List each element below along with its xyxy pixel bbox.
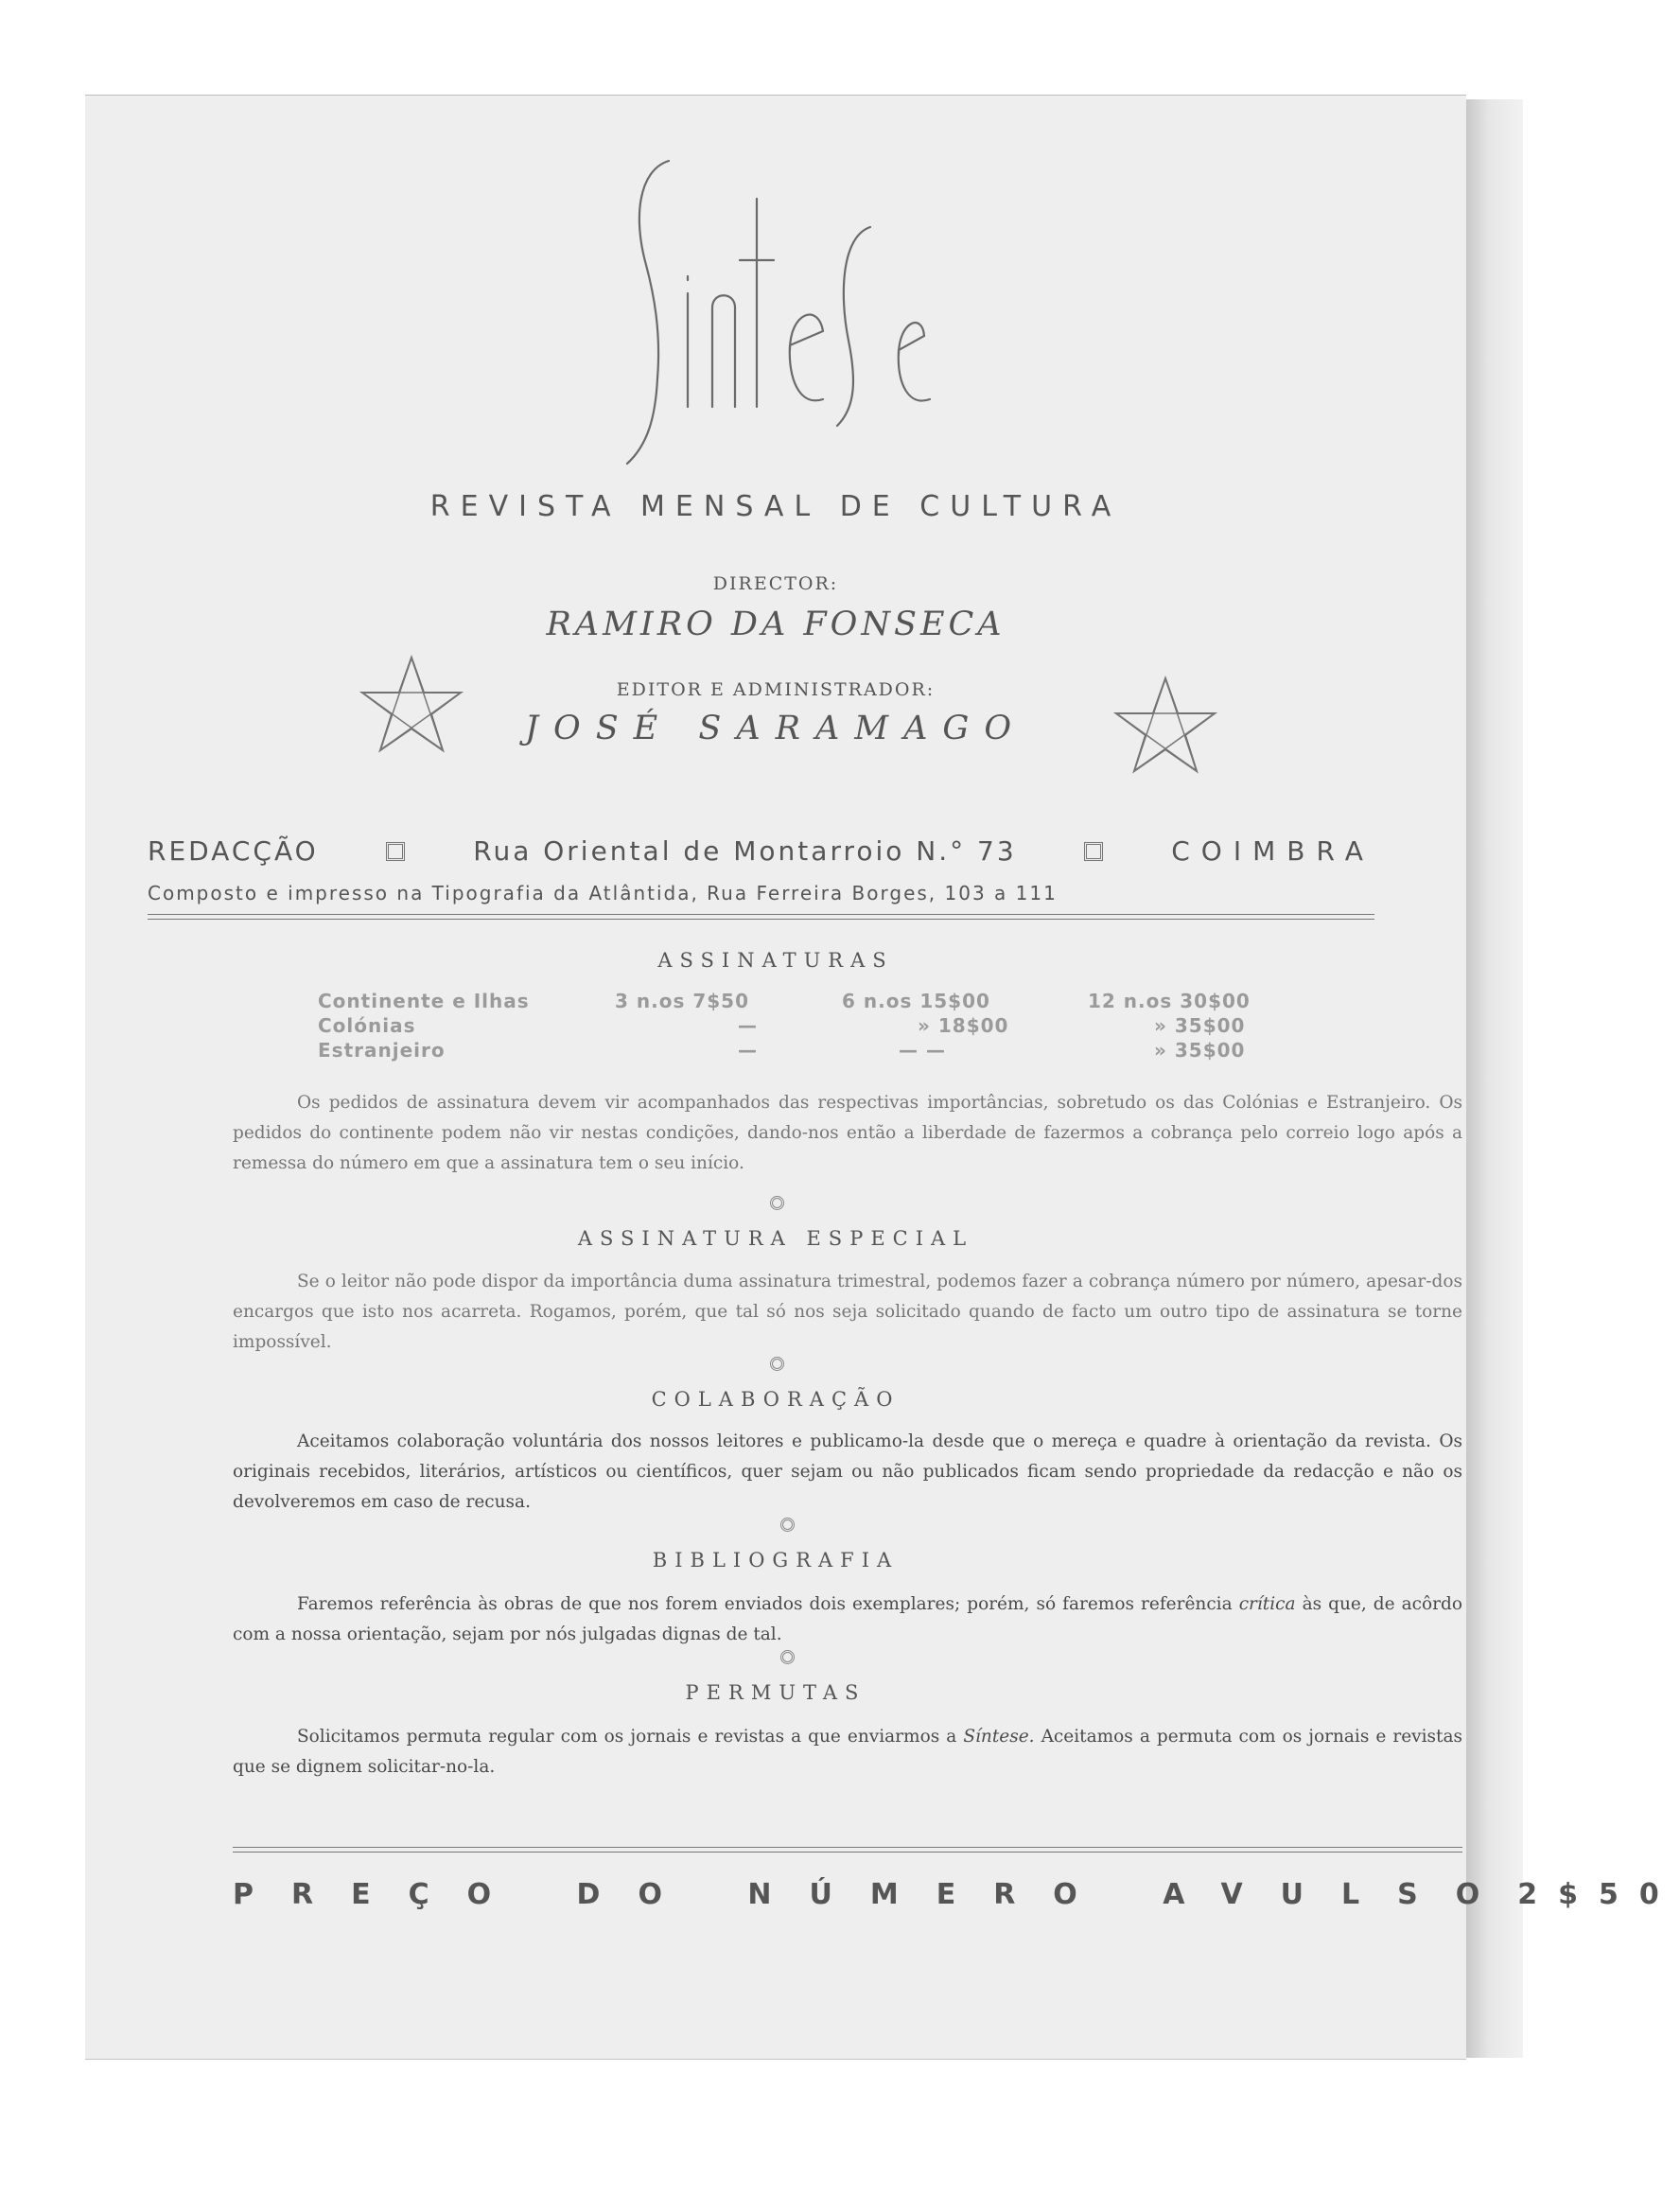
price-3: 3 n.os 7$50 <box>615 990 749 1012</box>
price-6: 6 n.os 15$00 <box>842 990 990 1012</box>
divider <box>233 1847 1462 1848</box>
price-12: » 35$00 <box>1154 1014 1246 1037</box>
region-colonias: Colónias <box>318 1014 416 1037</box>
city: COIMBRA <box>1171 835 1374 867</box>
especial-text: Se o leitor não pode dispor da importância duma assinatura trimestral, podemos fazer a cobrança número por número, apesar-dos encargos que isto nos acarreta. Rogamos, porém, que tal só nos seja solicitado quando de facto um outro tipo de assinatura se torne impossível. <box>233 1272 1462 1352</box>
assinaturas-heading: ASSINATURAS <box>657 949 894 972</box>
ornament-icon <box>770 1357 784 1371</box>
bibliografia-italic: crítica <box>1238 1594 1296 1614</box>
director-label: DIRECTOR: <box>712 573 839 594</box>
region-estranjeiro: Estranjeiro <box>318 1039 446 1062</box>
colaboracao-heading: COLABORAÇÃO <box>651 1388 901 1411</box>
ornament-icon <box>770 1196 784 1210</box>
divider <box>148 919 1374 920</box>
especial-heading: ASSINATURA ESPECIAL <box>577 1227 974 1250</box>
street: Rua Oriental de Montarroio N.° 73 <box>473 835 1017 867</box>
page <box>85 0 1680 2195</box>
redaccao-label: REDACÇÃO <box>148 835 319 867</box>
divider <box>148 914 1374 915</box>
bibliografia-heading: BIBLIOGRAFIA <box>652 1549 900 1572</box>
star-right-icon <box>1113 674 1217 778</box>
price-line <box>233 1878 1680 1911</box>
price-3: — <box>738 1039 758 1062</box>
permutas-italic: Síntese. <box>963 1727 1035 1747</box>
composto-line <box>148 882 1374 904</box>
region-continente: Continente e Ilhas <box>318 990 530 1012</box>
divider <box>233 1852 1462 1853</box>
permutas-text-part: Solicitamos permuta regular com os jornais e revistas a que enviarmos a <box>297 1727 964 1747</box>
price-12: 12 n.os 30$00 <box>1088 990 1251 1012</box>
colaboracao-text: Aceitamos colaboração voluntária dos nossos leitores e publicamo-la desde que o mereça e quadre à orientação da revista. Os originais recebidos, literários, artísticos ou científicos, quer sejam ou não publicados ficam sendo propriedade da redacção e não os devolveremos em caso de recusa. <box>233 1431 1462 1512</box>
director-name: RAMIRO DA FONSECA <box>546 606 1006 643</box>
ornament-icon <box>780 1650 795 1664</box>
price-6: — — <box>899 1039 946 1062</box>
price-label: PREÇO DO NÚMERO AVULSO <box>233 1878 1518 1911</box>
bibliografia-text-part: às que, de acôrdo com a nossa orientação, sejam por nós julgadas dignas de tal. <box>233 1594 1462 1644</box>
page-edge <box>1466 99 1523 2058</box>
price-6: » 18$00 <box>918 1014 1009 1037</box>
bibliografia-text <box>233 1589 1462 1650</box>
ornament-icon <box>780 1518 795 1532</box>
editor-name: JOSÉ SARAMAGO <box>524 710 1027 747</box>
redaccao-line <box>148 835 1374 867</box>
permutas-heading: PERMUTAS <box>685 1681 866 1704</box>
square-ornament-icon <box>386 842 405 861</box>
sintese-logo <box>629 151 932 473</box>
bibliografia-text-part: Faremos referência às obras de que nos forem enviados dois exemplares; porém, só faremos referência <box>297 1594 1239 1614</box>
price-3: — <box>738 1014 758 1037</box>
price-value: 2$50 <box>1517 1878 1680 1911</box>
tagline: REVISTA MENSAL DE CULTURA <box>429 490 1122 523</box>
composto-text: Composto e impresso na Tipografia da Atlântida, Rua Ferreira Borges, 103 a 111 <box>148 882 1058 904</box>
assinaturas-text: Os pedidos de assinatura devem vir acompanhados das respectivas importâncias, sobretudo os das Colónias e Estranjeiro. Os pedidos do continente podem não vir nestas condições, dando-nos então a liberdade de fazermos a cobrança pelo correio logo após a remessa do número em que a assinatura tem o seu início. <box>233 1093 1462 1173</box>
permutas-text-part: Aceitamos a permuta com os jornais e revistas que se dignem solicitar-no-la. <box>233 1727 1462 1777</box>
square-ornament-icon <box>1084 842 1103 861</box>
editor-label: EDITOR E ADMINISTRADOR: <box>616 679 936 700</box>
price-12: » 35$00 <box>1154 1039 1246 1062</box>
star-left-icon <box>359 653 464 757</box>
permutas-text <box>233 1722 1462 1782</box>
